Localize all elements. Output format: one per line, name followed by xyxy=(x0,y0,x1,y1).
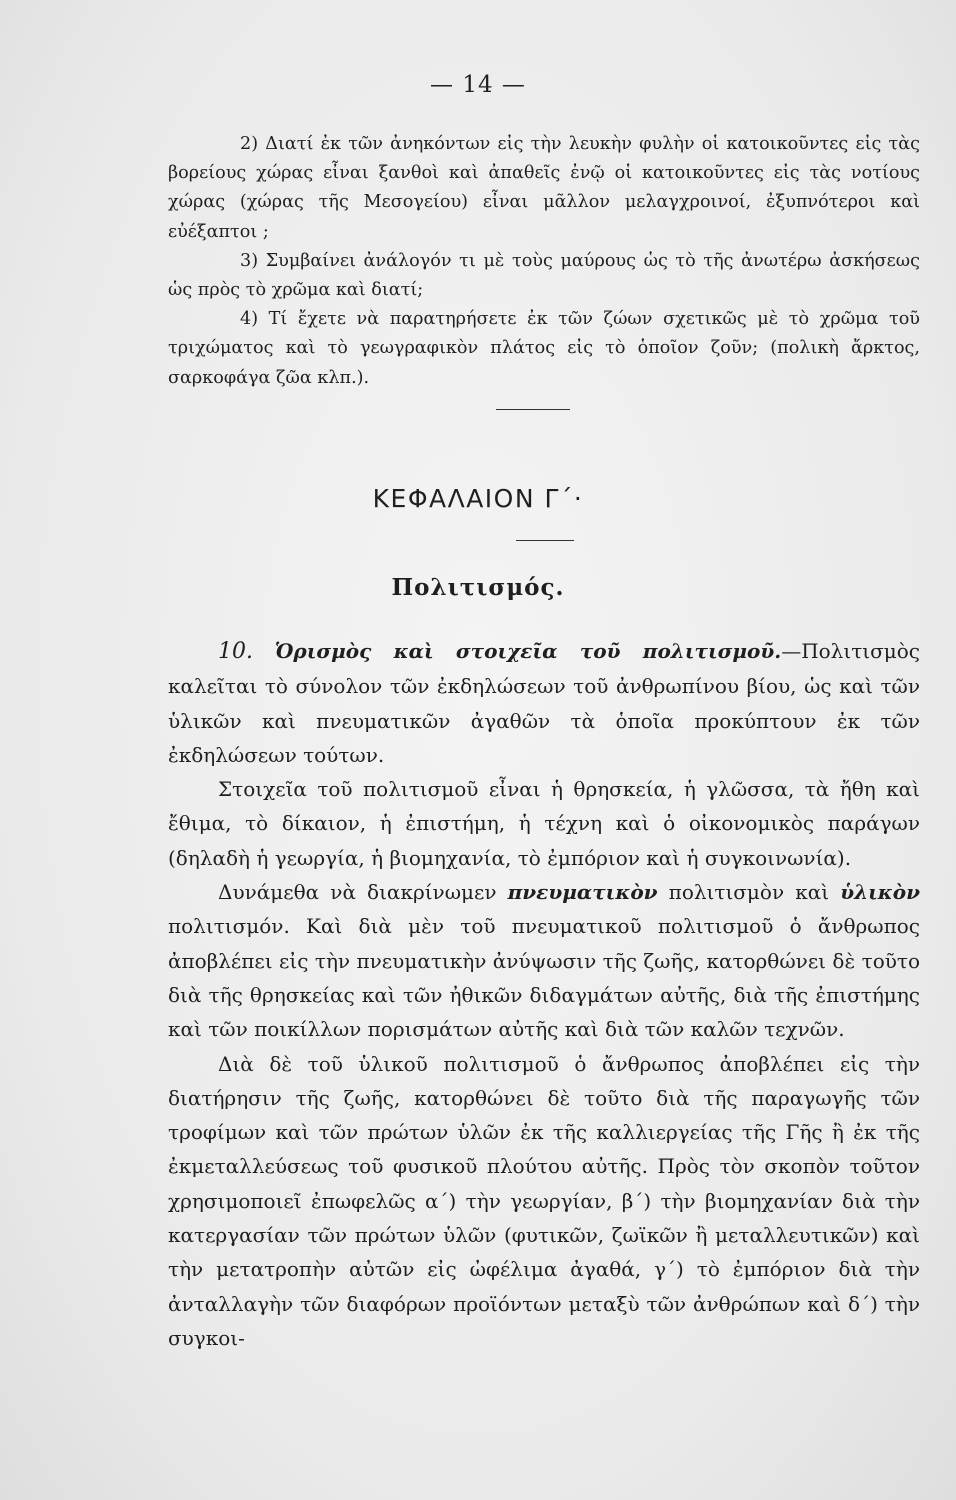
article-number: 10. xyxy=(218,639,253,664)
paragraph-spiritual xyxy=(168,875,920,1046)
section-title: Πολιτισμός. xyxy=(391,574,565,601)
exercise-questions xyxy=(168,130,920,393)
separator-rule-bottom xyxy=(516,540,574,541)
question-3: 3) Συμβαίνει ἀνάλογόν τι μὲ τοὺς μαύρους ὡς τὸ τῆς ἀνωτέρω ἀσκήσεως ὡς πρὸς τὸ χρῶμα καὶ διατί; xyxy=(168,250,920,301)
spiritual-text-a: Δυνάμεθα νὰ διακρίνωμεν xyxy=(218,880,508,905)
article-heading: Ὁρισμὸς καὶ στοιχεῖα τοῦ πολιτισμοῦ. xyxy=(274,639,782,663)
definition-text: —Πολιτισμὸς καλεῖται τὸ σύνολον τῶν ἐκδηλώσεων τοῦ ἀνθρωπίνου βίου, ὡς καὶ τῶν ὑλικῶν καὶ πνευματικῶν ἀγαθῶν τὰ ὁποῖα προκύπτουν ἐκ τῶν ἐκδηλώσεων τούτων. xyxy=(168,639,921,767)
emphasis-spiritual: πνευματικὸν xyxy=(507,880,658,905)
emphasis-material: ὑλικὸν xyxy=(840,880,920,905)
page-number: — 14 — xyxy=(430,72,526,98)
question-4: 4) Τί ἔχετε νὰ παρατηρήσετε ἐκ τῶν ζώων σχετικῶς μὲ τὸ χρῶμα τοῦ τριχώματος καὶ τὸ γεωγραφικὸν πλάτος εἰς τὸ ὁποῖον ζοῦν; (πολικὴ ἄρκτος, σαρκοφάγα ζῶα κλπ.). xyxy=(168,309,920,388)
chapter-title: ΚΕΦΑΛΑΙΟΝ Γ΄· xyxy=(372,484,584,513)
paragraph-material: Διὰ δὲ τοῦ ὑλικοῦ πολιτισμοῦ ὁ ἄνθρωπος ἀποβλέπει εἰς τὴν διατήρησιν τῆς ζωῆς, κατορθώνει δὲ τοῦτο διὰ τῆς παραγωγῆς τῶν τροφίμων καὶ τῶν πρώτων ὑλῶν ἐκ τῆς καλλιεργείας τῆς Γῆς ἢ ἐκ τῆς ἐκμεταλλεύσεως τοῦ φυσικοῦ πλούτου αὐτῆς. Πρὸς τὸν σκοπὸν τοῦτον χρησιμοποιεῖ ἐπωφελῶς α΄) τὴν γεωργίαν, β΄) τὴν βιομηχανίαν διὰ τὴν κατεργασίαν τῶν πρώτων ὑλῶν (φυτικῶν, ζωϊκῶν ἢ μεταλλευτικῶν) καὶ τὴν μετατροπὴν αὐτῶν εἰς ὠφέλιμα ἀγαθά, γ΄) τὸ ἐμπόριον διὰ τὴν ἀνταλλαγὴν τῶν διαφόρων προϊόντων μεταξὺ τῶν ἀνθρώπων καὶ δ΄) τὴν συγκοι- xyxy=(168,1051,920,1350)
paragraph-definition xyxy=(168,634,920,772)
separator-rule-top xyxy=(496,409,570,410)
article-body xyxy=(168,634,920,1355)
question-2: 2) Διατί ἐκ τῶν ἀνηκόντων εἰς τὴν λευκὴν φυλὴν οἱ κατοικοῦντες εἰς τὰς βορείους χώρας εἶναι ξανθοὶ καὶ ἀπαθεῖς ἐνῷ οἱ κατοικοῦντες εἰς τὰς νοτίους χώρας (χώρας τῆς Μεσογείου) εἶναι μᾶλλον μελαγχροινοί, ἐξυπνότεροι καὶ εὐέξαπτοι ; xyxy=(168,134,920,242)
paragraph-elements: Στοιχεῖα τοῦ πολιτισμοῦ εἶναι ἡ θρησκεία, ἡ γλῶσσα, τὰ ἤθη καὶ ἔθιμα, τὸ δίκαιον, ἡ ἐπιστήμη, ἡ τέχνη καὶ ὁ οἰκονομικὸς παράγων (δηλαδὴ ἡ γεωργία, ἡ βιομηχανία, τὸ ἐμπόριον καὶ ἡ συγκοινωνία). xyxy=(168,777,920,870)
spiritual-text-c: πολιτισμόν. Καὶ διὰ μὲν τοῦ πνευματικοῦ πολιτισμοῦ ὁ ἄνθρωπος ἀποβλέπει εἰς τὴν πνευματικὴν ἀνύψωσιν τῆς ζωῆς, κατορθώνει δὲ τοῦτο διὰ τῆς θρησκείας καὶ τῶν ἠθικῶν διδαγμάτων αὐτῆς, διὰ τῆς ἐπιστήμης καὶ τῶν ποικίλλων πορισμάτων αὐτῆς καὶ διὰ τῶν καλῶν τεχνῶν. xyxy=(168,914,920,1042)
spiritual-text-b: πολιτισμὸν καὶ xyxy=(657,880,841,905)
